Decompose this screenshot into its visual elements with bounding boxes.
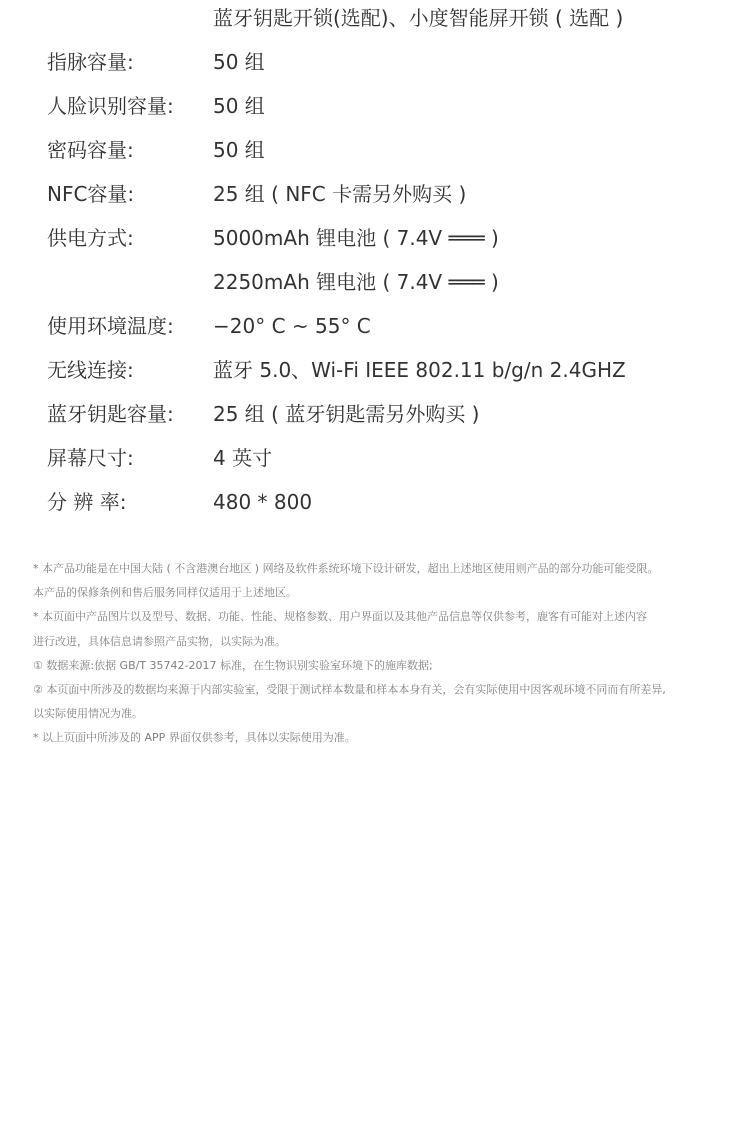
note-line: * 以上页面中所涉及的 APP 界面仅供参考，具体以实际使用为准。 xyxy=(33,731,356,745)
spec-row-power-supply-secondary xyxy=(0,260,730,304)
spec-value: 480 * 800 xyxy=(213,490,313,514)
note-line: ② 本页面中所涉及的数据均来源于内部实验室，受限于测试样本数量和样本本身有关，会有实际使用中因客观环境不同而有所差异, xyxy=(33,682,666,696)
note-line: 进行改进，具体信息请参照产品实物，以实际为准。 xyxy=(33,634,286,648)
spec-label: 屏幕尺寸: xyxy=(47,446,134,470)
note-line: 本产品的保修条例和售后服务同样仅适用于上述地区。 xyxy=(33,586,297,600)
spec-row-wireless xyxy=(0,348,730,392)
note-line: ① 数据来源:依据 GB/T 35742-2017 标准，在生物识别实验室环境下的施库数据; xyxy=(33,658,433,672)
spec-row-finger-vein-capacity xyxy=(0,40,730,84)
spec-label: 密码容量: xyxy=(47,138,134,162)
spec-row-resolution xyxy=(0,480,730,524)
spec-value: 50 组 xyxy=(213,138,265,162)
spec-value: 蓝牙钥匙开锁(选配)、小度智能屏开锁 ( 选配 ) xyxy=(213,6,624,30)
spec-value: 25 组 ( NFC 卡需另外购买 ) xyxy=(213,182,467,206)
spec-row-bluetooth-key-capacity xyxy=(0,392,730,436)
spec-row-face-capacity xyxy=(0,84,730,128)
spec-row-unlock-methods xyxy=(0,0,730,40)
spec-label: 使用环境温度: xyxy=(47,314,174,338)
spec-value: −20° C ~ 55° C xyxy=(213,314,371,338)
spec-value: 50 组 xyxy=(213,94,265,118)
disclaimer-notes xyxy=(33,557,713,751)
spec-value: 25 组 ( 蓝牙钥匙需另外购买 ) xyxy=(213,402,480,426)
spec-label: 指脉容量: xyxy=(47,50,134,74)
spec-value: 5000mAh 锂电池 ( 7.4V ═══ ) xyxy=(213,226,499,250)
spec-row-operating-temperature xyxy=(0,304,730,348)
note-line: * 本产品功能是在中国大陆 ( 不含港澳台地区 ) 网络及软件系统环境下设计研发，超出上述地区使用则产品的部分功能可能受限。 xyxy=(33,562,659,575)
spec-label: 供电方式: xyxy=(47,226,134,250)
spec-value: 蓝牙 5.0、Wi-Fi IEEE 802.11 b/g/n 2.4GHZ xyxy=(213,358,626,382)
spec-row-nfc-capacity xyxy=(0,172,730,216)
spec-value: 50 组 xyxy=(213,50,265,74)
spec-label: 分 辨 率: xyxy=(47,490,127,514)
spec-row-power-supply xyxy=(0,216,730,260)
spec-row-screen-size xyxy=(0,436,730,480)
note-line: 以实际使用情况为准。 xyxy=(33,707,143,721)
spec-value: 2250mAh 锂电池 ( 7.4V ═══ ) xyxy=(213,270,499,294)
spec-value: 4 英寸 xyxy=(213,446,273,470)
spec-row-password-capacity xyxy=(0,128,730,172)
spec-label: 人脸识别容量: xyxy=(47,94,174,118)
spec-label: NFC容量: xyxy=(47,182,135,206)
spec-label: 无线连接: xyxy=(47,358,134,382)
note-line: * 本页面中产品图片以及型号、数据、功能、性能、规格参数、用户界面以及其他产品信息等仅供参考，鹿客有可能对上述内容 xyxy=(33,610,647,624)
spec-label: 蓝牙钥匙容量: xyxy=(47,402,174,426)
